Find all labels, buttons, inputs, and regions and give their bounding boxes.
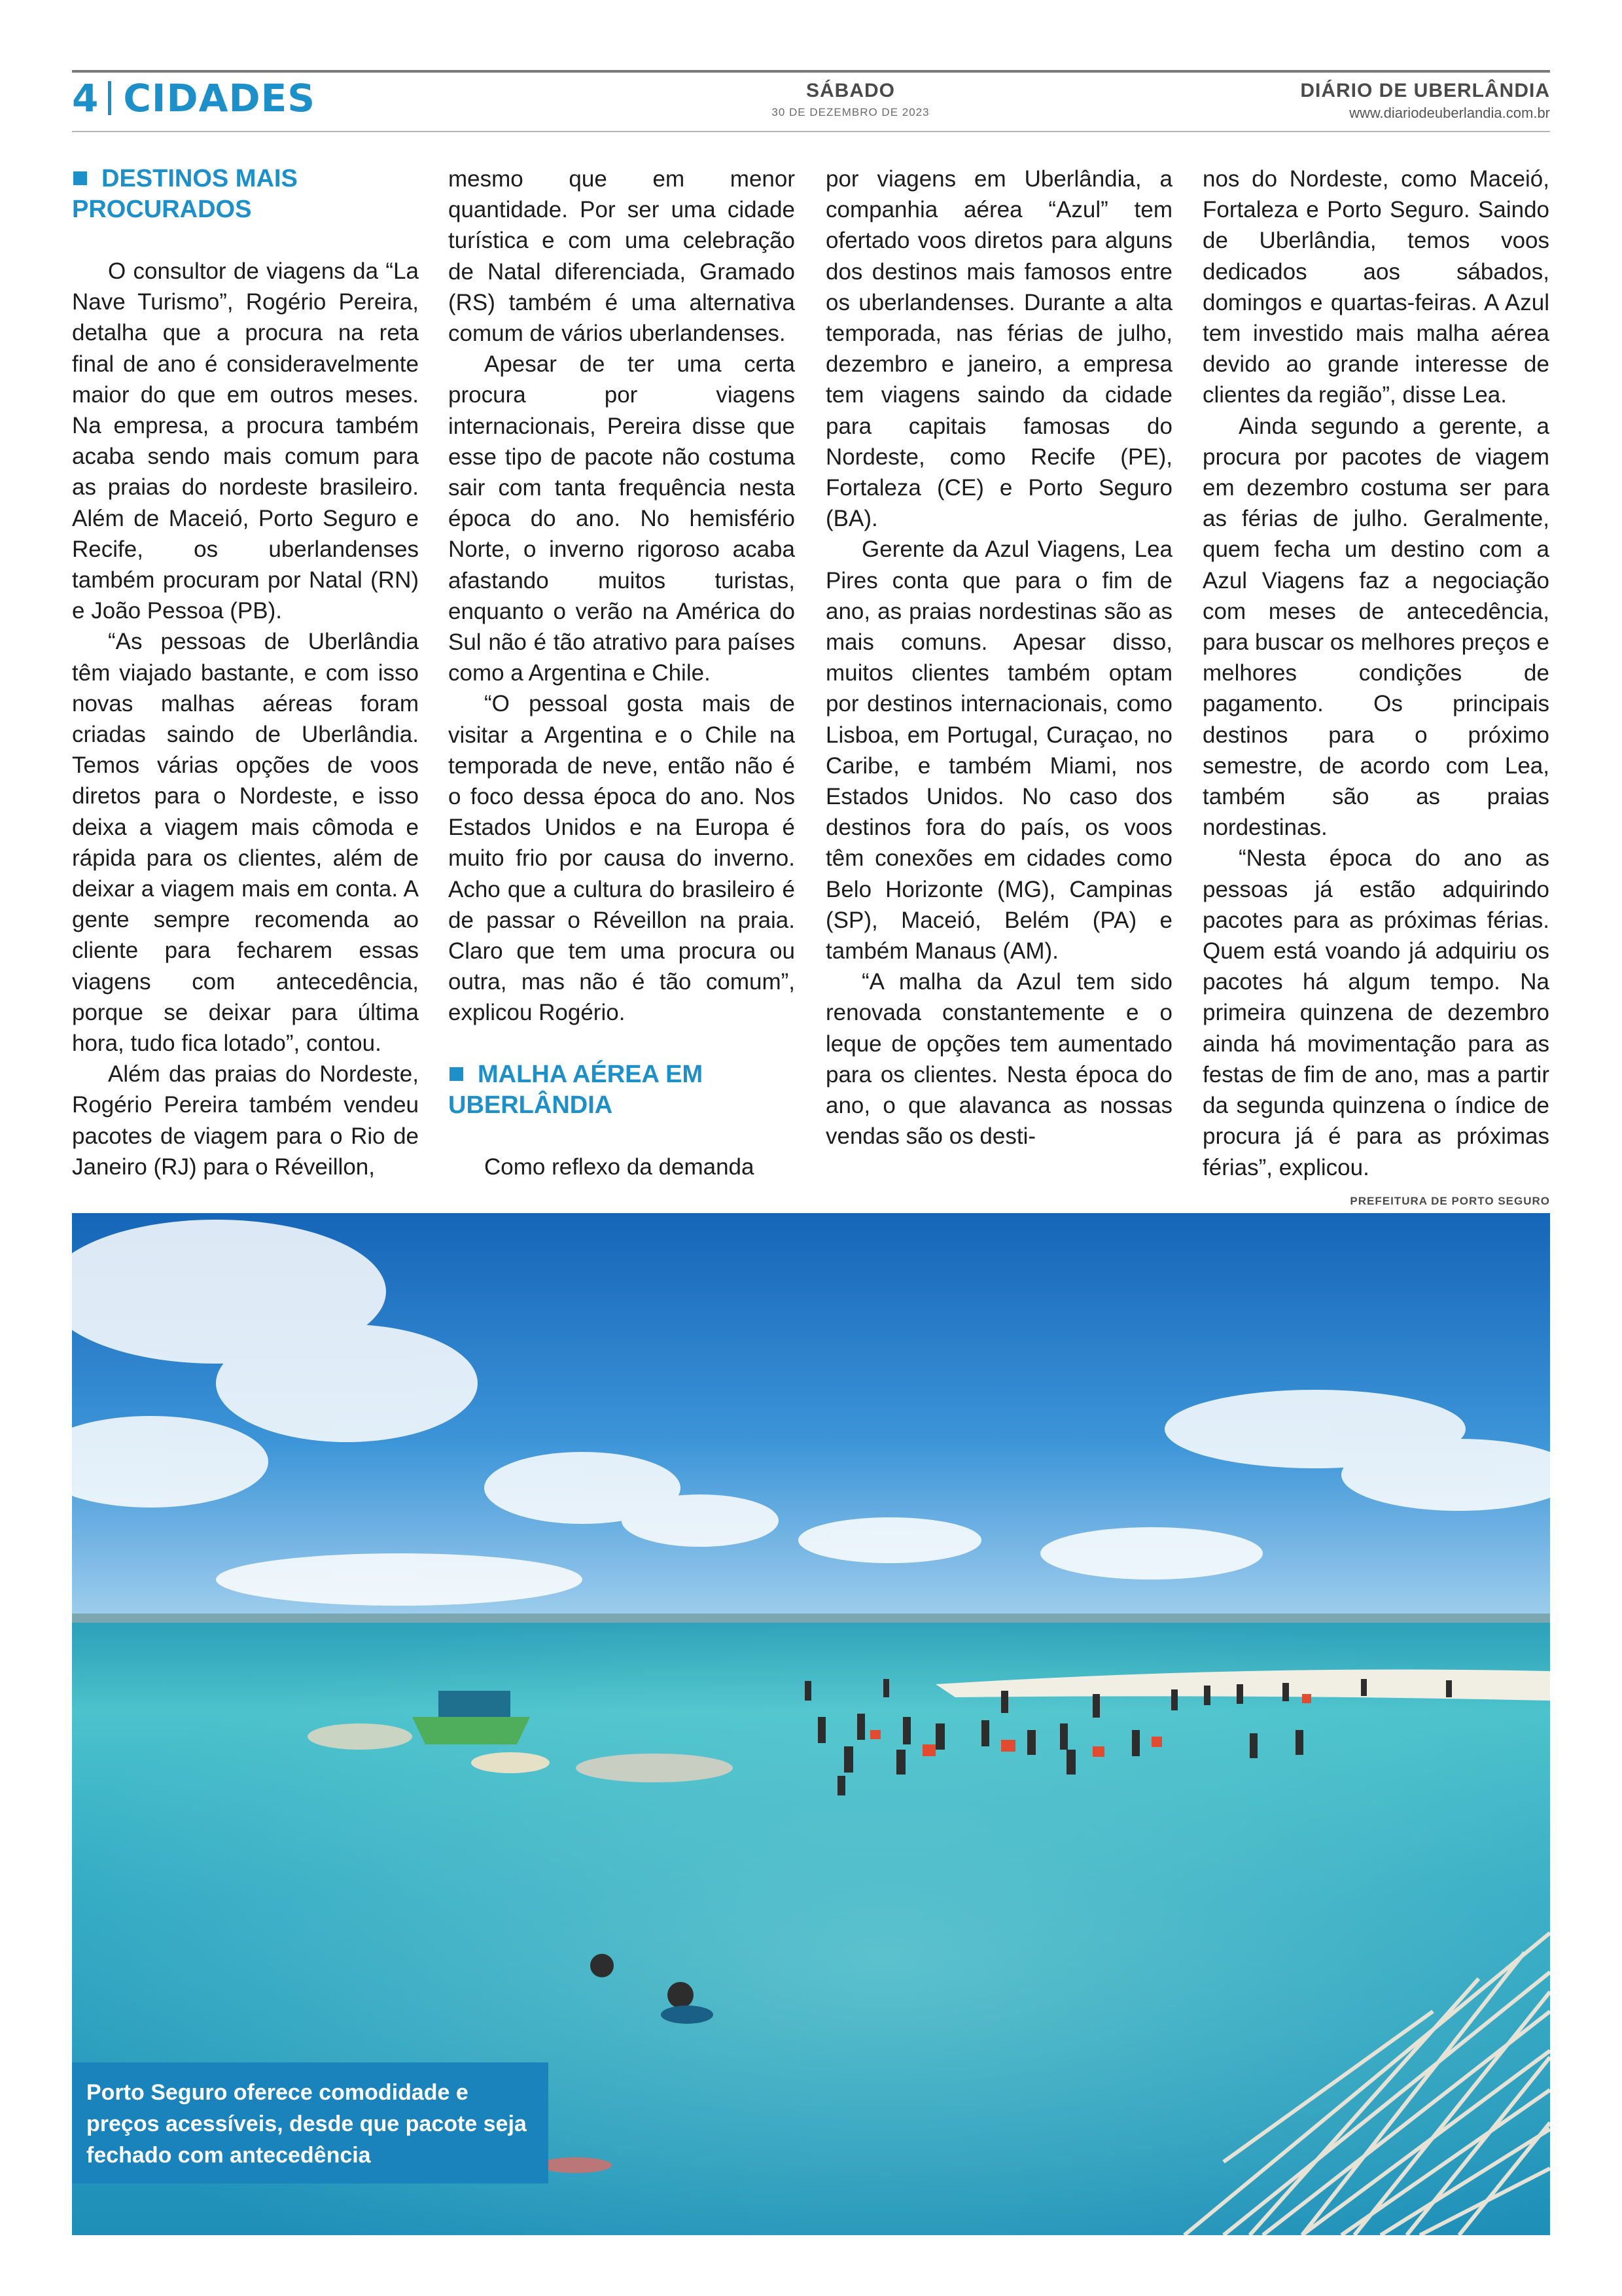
article-column-3 xyxy=(826,164,1172,1152)
article-column-2 xyxy=(448,164,795,1182)
article-paragraph: “Nesta época do ano as pessoas já estão adquirindo pacotes para as próximas férias. Quem está voando já adquiriu os pacotes há algum tempo. Na primeira quinzena de dezembro ainda há movimentação para as festas de fim de ano, mas a partir da segunda quinzena o índice de procura já é para as próximas férias”, explicou. xyxy=(1203,845,1549,1180)
masthead xyxy=(1300,80,1550,122)
newspaper-website: www.diariodeuberlandia.com.br xyxy=(1349,105,1550,121)
section-title: CIDADES xyxy=(123,76,316,120)
article-paragraph: Além das praias do Nordeste, Rogério Pereira também vendeu pacotes de viagem para o Rio de Janeiro (RJ) para o Réveillon, xyxy=(72,1061,419,1180)
article-paragraph-continued: mesmo que em menor quantidade. Por ser uma cidade turística e com uma celebração de Natal diferenciada, Gramado (RS) também é uma alternativa comum de vários uberlandenses. xyxy=(448,166,795,347)
subhead-square-icon xyxy=(73,171,87,185)
article-paragraph: “A malha da Azul tem sido renovada constantemente e o leque de opções tem aumentado para os clientes. Nesta época do ano, o que alavanca as nossas vendas são os desti- xyxy=(826,969,1172,1150)
article-paragraph: “O pessoal gosta mais de visitar a Argentina e o Chile na temporada de neve, então não é o foco dessa época do ano. Nos Estados Unidos e na Europa é muito frio por causa do inverno. Acho que a cultura do brasileiro é de passar o Réveillon na praia. Claro que tem uma procura ou outra, mas não é tão comum”, explicou Rogério. xyxy=(448,691,795,1026)
subhead-square-icon xyxy=(450,1067,463,1081)
article-paragraph: Ainda segundo a gerente, a procura por pacotes de viagem em dezembro costuma ser para as férias de julho. Geralmente, quem fecha um destino com a Azul Viagens faz a negociação com meses de antecedência, para buscar os melhores preços e melhores condições de pagamento. Os principais destinos para o próximo semestre, de acordo com Lea, também são as praias nordestinas. xyxy=(1203,413,1549,841)
article-paragraph-continued: nos do Nordeste, como Maceió, Fortaleza e Porto Seguro. Saindo de Uberlândia, temos voos dedicados aos sábados, domingos e quartas-feiras. A Azul tem investido mais malha aérea devido ao grande interesse de clientes da região”, disse Lea. xyxy=(1203,166,1549,408)
photo-caption: Porto Seguro oferece comodidade e preços acessíveis, desde que pacote seja fechado com antecedência xyxy=(72,2062,548,2183)
subhead-destinos: DESTINOS MAIS PROCURADOS xyxy=(72,165,298,223)
article-paragraph: “As pessoas de Uberlândia têm viajado bastante, e com isso novas malhas aéreas foram criadas saindo de Uberlândia. Temos várias opções de voos diretos para o Nordeste, e isso deixa a viagem mais cômoda e rápida para os clientes, além de deixar a viagem mais em conta. A gente sempre recomenda ao cliente para fecharem essas viagens com antecedência, porque se deixar para última hora, tudo fica lotado”, contou. xyxy=(72,629,419,1057)
header-top-rule xyxy=(72,70,1550,73)
issue-date xyxy=(654,80,1047,119)
article-paragraph: Como reflexo da demanda xyxy=(484,1154,754,1180)
photo-credit: PREFEITURA DE PORTO SEGURO xyxy=(1350,1195,1550,1207)
article-paragraph: O consultor de viagens da “La Nave Turismo”, Rogério Pereira, detalha que a procura na reta final de ano é consideravelmente maior do que em outros meses. Na empresa, a procura também acaba sendo mais comum para as praias do nordeste brasileiro. Além de Maceió, Porto Seguro e Recife, os uberlandenses também procuram por Natal (RN) e João Pessoa (PB). xyxy=(72,258,419,624)
article-column-1 xyxy=(72,164,419,1182)
beach-photo xyxy=(72,1213,1550,2235)
issue-full-date: 30 DE DEZEMBRO DE 2023 xyxy=(771,106,930,118)
newspaper-name: DIÁRIO DE UBERLÂNDIA xyxy=(1300,80,1550,101)
header-bottom-rule xyxy=(72,131,1550,132)
article-paragraph-continued: por viagens em Uberlândia, a companhia aérea “Azul” tem ofertado voos diretos para alguns dos destinos mais famosos entre os uberlandenses. Durante a alta temporada, nas férias de julho, dezembro e janeiro, a empresa tem viagens saindo da cidade para capitais famosas do Nordeste, como Recife (PE), Fortaleza (CE) e Porto Seguro (BA). xyxy=(826,166,1172,532)
article-paragraph: Gerente da Azul Viagens, Lea Pires conta que para o fim de ano, as praias nordestinas são as mais comuns. Apesar disso, muitos clientes também optam por destinos internacionais, como Lisboa, em Portugal, Curaçao, no Caribe, e também Miami, nos Estados Unidos. No caso dos destinos fora do país, os voos têm conexões em cidades como Belo Horizonte (MG), Campinas (SP), Maceió, Belém (PA) e também Manaus (AM). xyxy=(826,537,1172,964)
article-column-4 xyxy=(1203,164,1549,1183)
subhead-malha-aerea: MALHA AÉREA EM UBERLÂNDIA xyxy=(448,1060,703,1119)
issue-day: SÁBADO xyxy=(805,80,895,101)
paragraph-spacer xyxy=(448,1029,795,1059)
section-divider xyxy=(108,81,111,115)
section-header xyxy=(72,76,315,120)
horizon-reef xyxy=(72,1614,1550,1623)
page-number: 4 xyxy=(72,76,99,120)
article-paragraph: Apesar de ter uma certa procura por viagens internacionais, Pereira disse que esse tipo de pacote não costuma sair com tanta frequência nesta época do ano. No hemisfério Norte, o inverno rigoroso acaba afastando muitos turistas, enquanto o verão na América do Sul não é tão atrativo para países como a Argentina e Chile. xyxy=(448,351,795,686)
